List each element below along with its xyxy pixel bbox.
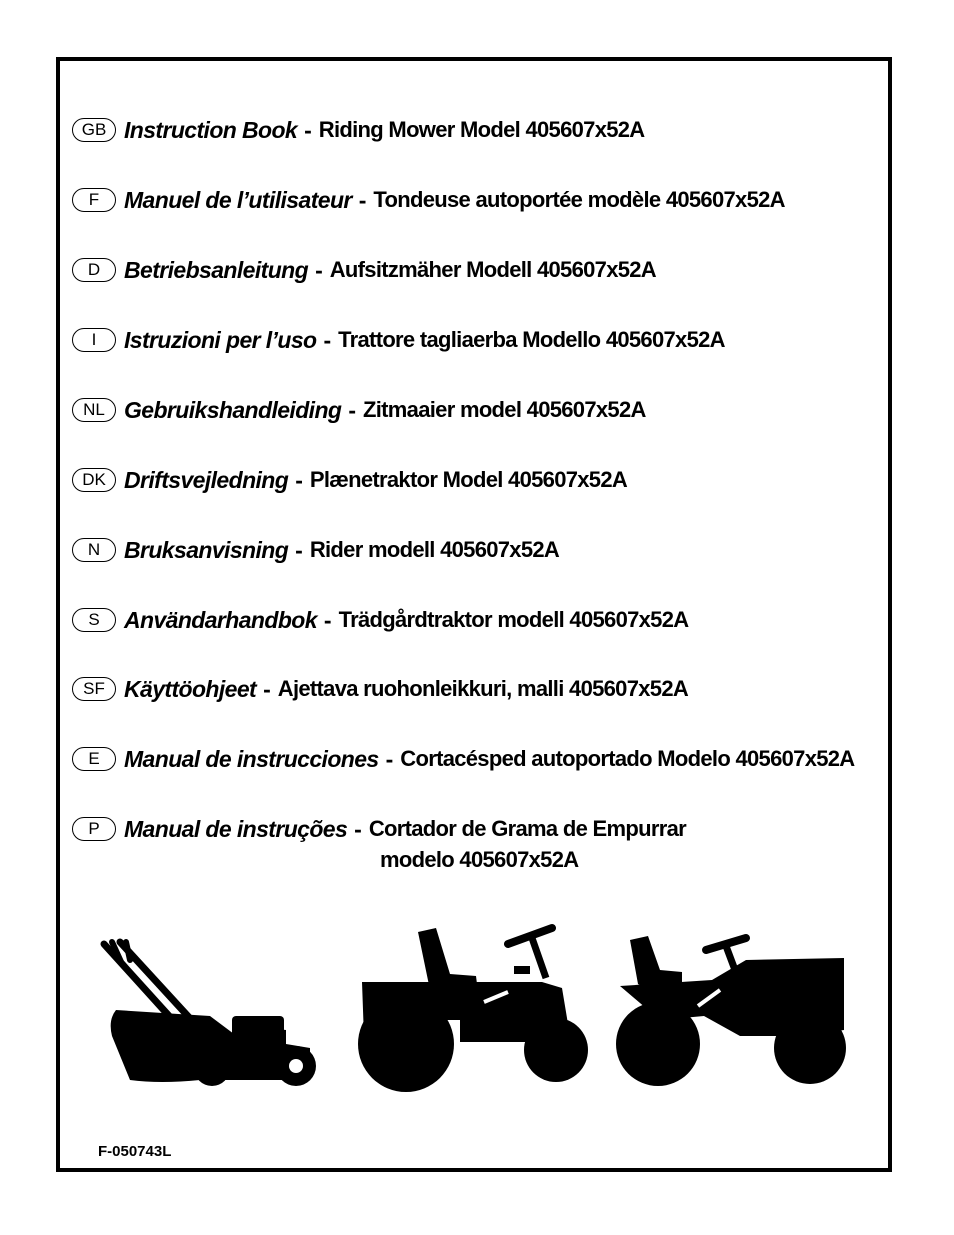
entry-separator-sf: -: [263, 675, 271, 702]
entry-i: [72, 322, 725, 358]
entry-separator-gb: -: [304, 116, 312, 143]
entry-title-d: Betriebsanleitung: [124, 256, 309, 283]
language-badge-nl: NL: [72, 398, 116, 422]
entry-f: [72, 182, 785, 218]
entry-sf: [72, 671, 688, 707]
entry-title-e: Manual de instrucciones: [124, 745, 379, 772]
entry-separator-p: -: [354, 815, 362, 842]
entry-separator-i: -: [323, 326, 332, 353]
entry-gb: [72, 112, 645, 148]
entry-separator-n: -: [295, 536, 303, 563]
push-mower-silhouette-icon: [104, 942, 316, 1086]
entry-description-n: Rider modell 405607x52A: [309, 537, 560, 562]
language-badge-f: F: [72, 188, 116, 212]
entry-n: [72, 532, 559, 568]
language-badge-p: P: [72, 817, 116, 841]
entry-title-gb: Instruction Book: [124, 116, 298, 143]
mower-illustrations: [100, 920, 860, 1100]
entry-separator-s: -: [323, 606, 332, 633]
entry-title-f: Manuel de l’utilisateur: [124, 186, 352, 213]
entry-description-e: Cortacésped autoportado Modelo 405607x52A: [400, 746, 855, 771]
entry-d: [72, 252, 656, 288]
language-badge-sf: SF: [72, 677, 116, 701]
entry-nl: [72, 392, 646, 428]
entry-separator-d: -: [315, 256, 323, 283]
document-code: F-050743L: [98, 1143, 172, 1160]
language-badge-gb: GB: [72, 118, 116, 142]
entry-description-p: Cortador de Grama de Empurrar: [368, 816, 686, 841]
entry-description-i: Trattore tagliaerba Modello 405607x52A: [338, 327, 725, 352]
entry-title-dk: Driftsvejledning: [124, 466, 289, 493]
entry-separator-dk: -: [295, 466, 303, 493]
entry-separator-nl: -: [348, 396, 357, 423]
entry-s: [72, 602, 688, 638]
entry-description-nl: Zitmaaier model 405607x52A: [363, 397, 646, 422]
language-badge-s: S: [72, 608, 116, 632]
entry-e: [72, 741, 855, 777]
entry-description-s: Trädgårdtraktor modell 405607x52A: [338, 607, 689, 632]
entry-dk: [72, 462, 627, 498]
entry-description-dk: Plænetraktor Model 405607x52A: [309, 467, 628, 492]
entry-description-f: Tondeuse autoportée modèle 405607x52A: [373, 187, 785, 212]
entry-description-p-line2: modelo 405607x52A: [380, 847, 579, 872]
entry-description-d: Aufsitzmäher Modell 405607x52A: [329, 257, 656, 282]
entry-title-p: Manual de instruções: [124, 815, 348, 842]
entry-separator-e: -: [385, 745, 394, 772]
riding-mower-silhouette-icon: [358, 928, 588, 1092]
entry-title-nl: Gebruikshandleiding: [124, 396, 342, 423]
entry-title-i: Istruzioni per l’uso: [124, 326, 317, 353]
entry-title-n: Bruksanvisning: [124, 536, 289, 563]
garden-tractor-silhouette-icon: [616, 936, 846, 1086]
language-badge-d: D: [72, 258, 116, 282]
entry-separator-f: -: [358, 186, 367, 213]
language-badge-i: I: [72, 328, 116, 352]
entry-title-sf: Käyttöohjeet: [124, 675, 257, 702]
language-badge-n: N: [72, 538, 116, 562]
language-badge-dk: DK: [72, 468, 116, 492]
entry-title-s: Användarhandbok: [124, 606, 317, 633]
entry-p: [72, 811, 686, 847]
language-badge-e: E: [72, 747, 116, 771]
entry-description-sf: Ajettava ruohonleikkuri, malli 405607x52A: [277, 676, 689, 701]
entry-description-gb: Riding Mower Model 405607x52A: [318, 117, 645, 142]
